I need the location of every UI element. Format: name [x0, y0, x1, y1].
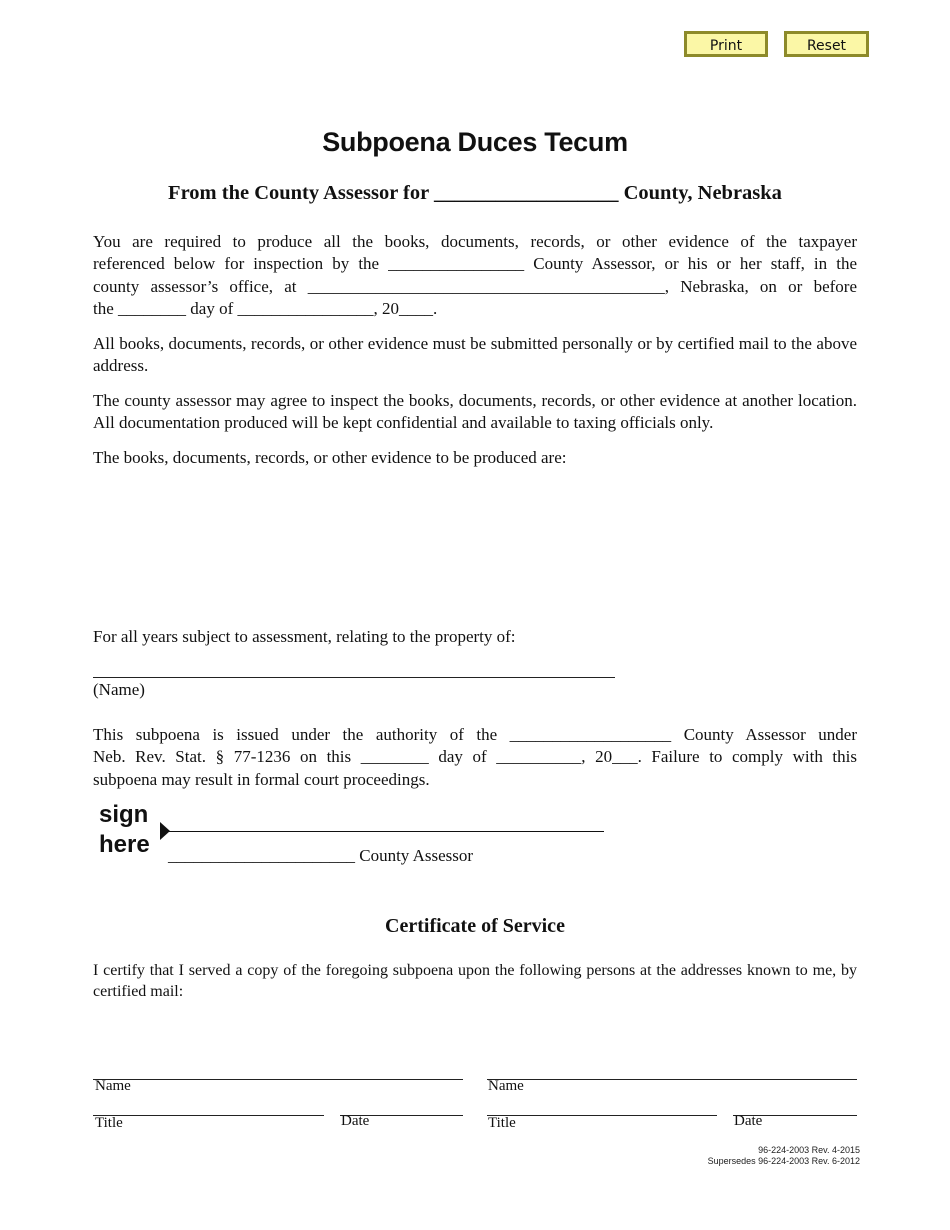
paragraph-property: For all years subject to assessment, relating to the property of:: [93, 627, 516, 646]
paragraph-line: Neb. Rev. Stat. § 77-1236 on this ________ day of __________, 20___. Failure to comply with this: [93, 747, 857, 767]
print-button[interactable]: Print: [684, 31, 768, 57]
form-number: 96-224-2003 Rev. 4-2015: [758, 1145, 860, 1155]
left-name-line[interactable]: [93, 1079, 463, 1080]
left-title-line[interactable]: [93, 1115, 324, 1116]
name-line[interactable]: [93, 677, 615, 678]
evidence-field[interactable]: [93, 475, 857, 615]
paragraph-line: subpoena may result in formal court proceedings.: [93, 769, 430, 789]
supersedes-note: Supersedes 96-224-2003 Rev. 6-2012: [707, 1156, 860, 1166]
paragraph-evidence-list: The books, documents, records, or other evidence to be produced are:: [93, 448, 567, 467]
right-name-line[interactable]: [487, 1079, 857, 1080]
name-label: (Name): [93, 680, 145, 699]
left-date-label: Date: [341, 1113, 370, 1129]
signature-line[interactable]: [168, 831, 604, 832]
paragraph-line: This subpoena is issued under the authority of the ___________________ County Assessor under: [93, 725, 857, 744]
paragraph-line: You are required to produce all the books, documents, records, or other evidence of the taxpayer: [93, 232, 857, 251]
sign-word: here: [99, 831, 150, 858]
paragraph-inspection: The county assessor may agree to inspect the books, documents, records, or other evidence at another location. All documentation produced will be kept confidential and available to taxing officials only.: [93, 391, 857, 433]
right-date-label: Date: [734, 1113, 763, 1129]
paragraph-authority: [93, 724, 857, 791]
paragraph-requirement: [93, 231, 857, 321]
certificate-text: I certify that I served a copy of the foregoing subpoena upon the following persons at the addresses known to me, by certified mail:: [93, 962, 857, 1000]
right-title-label: Title: [488, 1115, 516, 1131]
left-title-label: Title: [95, 1115, 123, 1131]
county-assessor-label: ______________________ County Assessor: [168, 846, 474, 865]
right-name-label: Name: [488, 1078, 524, 1094]
reset-button[interactable]: Reset: [784, 31, 869, 57]
page-subtitle: From the County Assessor for __________________ County, Nebraska: [168, 182, 782, 204]
paragraph-line: county assessor’s office, at __________________________________________, Nebraska, on or before: [93, 276, 857, 296]
left-name-label: Name: [95, 1078, 131, 1094]
right-title-line[interactable]: [487, 1115, 717, 1116]
paragraph-line: referenced below for inspection by the ________________ County Assessor, or his or her staff, in the: [93, 254, 857, 274]
page-title: Subpoena Duces Tecum: [322, 127, 628, 157]
paragraph-line: the ________ day of ________________, 20____.: [93, 299, 438, 319]
sign-word: sign: [99, 801, 149, 828]
certificate-heading: Certificate of Service: [385, 915, 565, 937]
paragraph-submission: All books, documents, records, or other evidence must be submitted personally or by certified mail to the above address.: [93, 334, 857, 376]
sign-here-label: [99, 800, 150, 860]
